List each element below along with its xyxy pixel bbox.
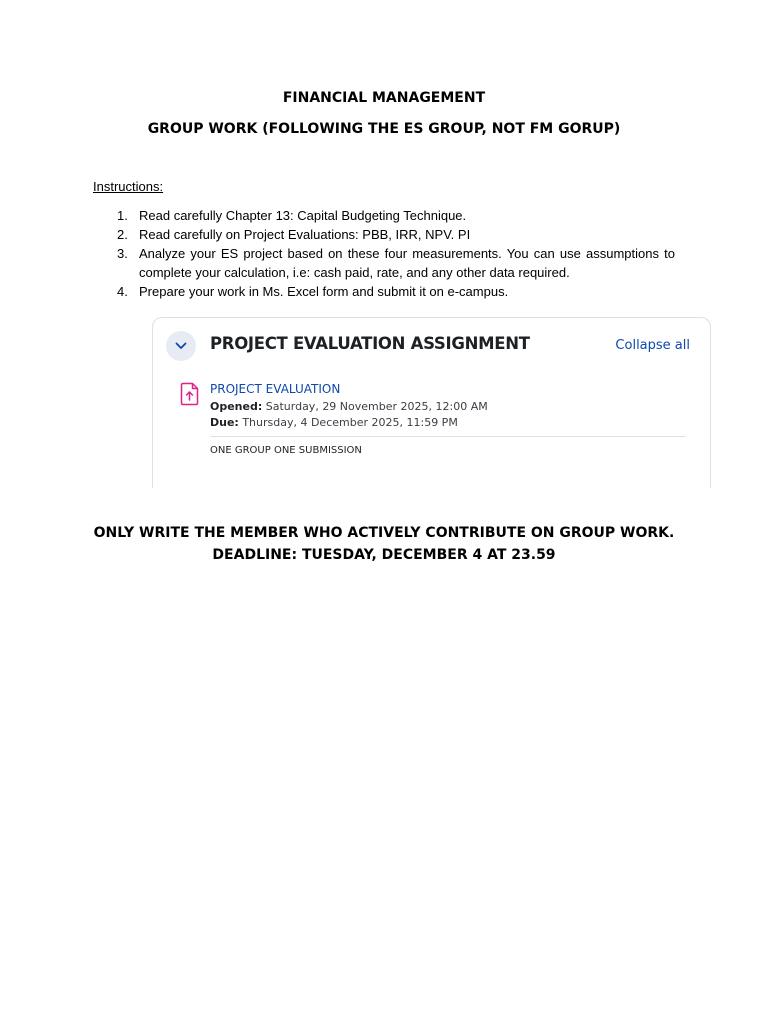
chevron-down-icon	[175, 342, 187, 350]
document-title: FINANCIAL MANAGEMENT	[282, 90, 486, 106]
instruction-text: Read carefully Chapter 13: Capital Budgeting Technique.	[139, 208, 467, 223]
instruction-number: 3.	[117, 246, 128, 261]
course-section-card	[152, 317, 711, 488]
instruction-text: Analyze your ES project based on these four measurements. You can use assumptions to complete your calculation, i.e: cash paid, rate, and any other data required.	[139, 246, 675, 280]
activity-link[interactable]: PROJECT EVALUATION	[210, 382, 341, 396]
section-title: PROJECT EVALUATION ASSIGNMENT	[210, 334, 530, 353]
instruction-text: Prepare your work in Ms. Excel form and submit it on e-campus.	[139, 283, 509, 299]
instruction-item	[93, 283, 675, 302]
instruction-number: 4.	[117, 283, 128, 299]
instructions-list	[93, 207, 675, 302]
file-upload-icon	[180, 382, 200, 406]
opened-label: Opened:	[210, 400, 263, 413]
collapse-section-button[interactable]	[166, 331, 196, 361]
due-date	[210, 416, 458, 429]
contribution-note: ONLY WRITE THE MEMBER WHO ACTIVELY CONTRIBUTE ON GROUP WORK.	[93, 525, 675, 541]
divider	[210, 436, 686, 437]
due-label: Due:	[210, 416, 239, 429]
instructions-heading: Instructions:	[93, 179, 164, 194]
instruction-item	[93, 207, 675, 226]
instruction-item	[93, 245, 675, 282]
deadline-note: DEADLINE: TUESDAY, DECEMBER 4 AT 23.59	[212, 547, 556, 563]
opened-value: Saturday, 29 November 2025, 12:00 AM	[265, 400, 488, 413]
instruction-number: 2.	[117, 227, 128, 242]
instruction-text: Read carefully on Project Evaluations: PBB, IRR, NPV. PI	[139, 227, 471, 242]
instruction-number: 1.	[117, 208, 128, 223]
document-subtitle: GROUP WORK (FOLLOWING THE ES GROUP, NOT FM GORUP)	[147, 121, 621, 137]
opened-date	[210, 400, 488, 413]
instruction-item	[93, 226, 675, 245]
collapse-all-link[interactable]: Collapse all	[615, 338, 690, 353]
due-value: Thursday, 4 December 2025, 11:59 PM	[242, 416, 458, 429]
submission-note: ONE GROUP ONE SUBMISSION	[210, 445, 362, 456]
